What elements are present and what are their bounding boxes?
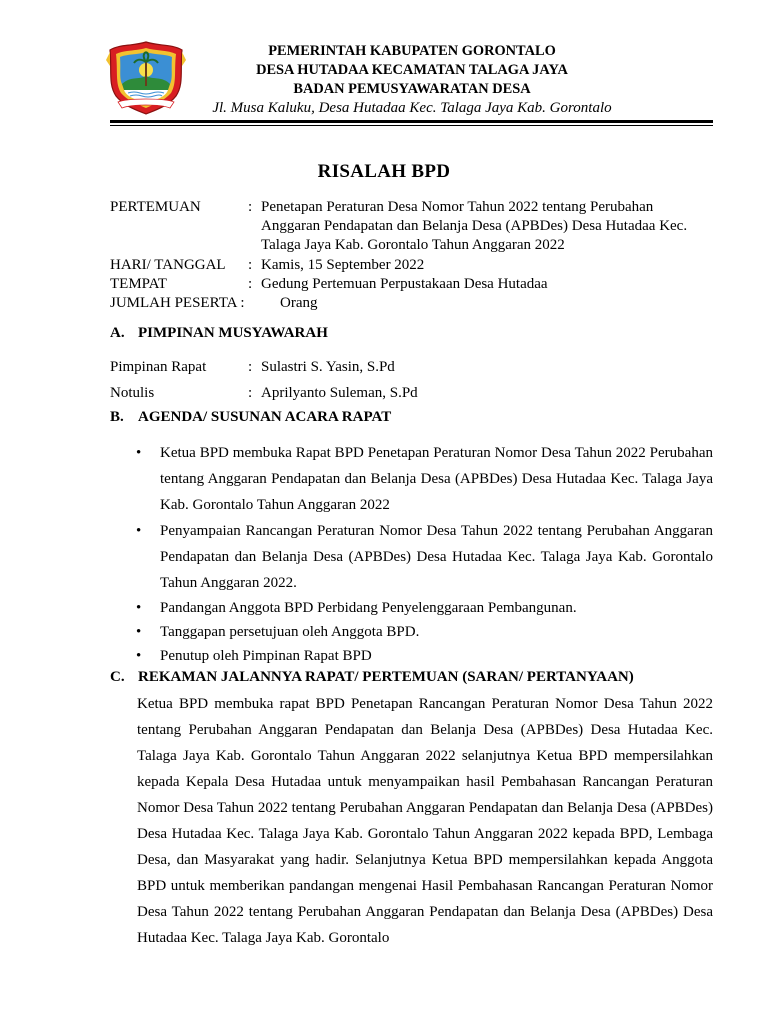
gov-name: PEMERINTAH KABUPATEN GORONTALO — [268, 43, 556, 59]
list-item — [136, 644, 713, 668]
colon: : — [248, 257, 253, 273]
hari-value: Kamis, 15 September 2022 — [261, 257, 425, 273]
colon: : — [248, 359, 253, 375]
list-item — [136, 620, 713, 644]
pimpinan-label: Pimpinan Rapat — [110, 359, 207, 375]
agenda-item-text: Penyampaian Rancangan Peraturan Nomor Desa Tahun 2022 tentang Perubahan Anggaran Pendapatan dan Belanja Desa (APBDes) Desa Hutadaa Kec. Talaga Jaya Kab. Gorontalo Tahun Anggaran 2022. — [160, 523, 713, 591]
colon: : — [248, 199, 253, 215]
letterhead — [0, 0, 768, 130]
colon: : — [248, 385, 253, 401]
notulis-label: Notulis — [110, 385, 155, 401]
notulis-value: Aprilyanto Suleman, S.Pd — [261, 385, 418, 401]
list-item — [136, 440, 713, 518]
pertemuan-label: PERTEMUAN — [110, 199, 201, 215]
document-title: RISALAH BPD — [317, 161, 451, 182]
section-c-heading — [110, 669, 634, 686]
section-b-title: AGENDA/ SUSUNAN ACARA RAPAT — [138, 409, 392, 425]
bullet-icon: • — [136, 624, 142, 640]
section-c-number: C. — [110, 669, 125, 685]
info-pertemuan — [110, 198, 710, 255]
meeting-record-text: Ketua BPD membuka rapat BPD Penetapan Rancangan Peraturan Nomor Desa Tahun 2022 tentang Perubahan Anggaran Pendapatan dan Belanja Desa (APBDes) Desa Hutadaa Kec. Talaga Jaya Kab. Gorontalo Tahun Anggaran 2022 selanjutnya Ketua BPD mempersilahkan kepada Kepala Desa Hutadaa untuk menyampaikan hasil Pembahasan Rancangan Peraturan Nomor Desa Tahun 2022 tentang Perubahan Anggaran Pendapatan dan Belanja Desa (APBDes) Desa Hutadaa Kec. Talaga Jaya Kab. Gorontalo Tahun Anggaran 2022 kepada BPD, Lembaga Desa, dan Masyarakat yang hadir. Selanjutnya Ketua BPD mempersilahkan kepada Anggota BPD untuk memberikan pandangan mengenai Hasil Pembahasan Rancangan Peraturan Nomor Desa Tahun 2022 tentang Perubahan Anggaran Pendapatan dan Belanja Desa (APBDes) Desa Hutadaa Kec. Talaga Jaya Kab. Gorontalo — [137, 696, 713, 946]
colon: : — [248, 276, 253, 292]
letterhead-text — [200, 42, 624, 118]
section-b-number: B. — [110, 409, 124, 425]
pimpinan-row — [110, 359, 710, 376]
agenda-item-text: Ketua BPD membuka Rapat BPD Penetapan Peraturan Nomor Desa Tahun 2022 Perubahan tentang Anggaran Pendapatan dan Belanja Desa (APBDes) Desa Hutadaa Kec. Talaga Jaya Kab. Gorontalo Tahun Anggaran 2022 — [160, 445, 713, 513]
tempat-value: Gedung Pertemuan Perpustakaan Desa Hutadaa — [261, 276, 548, 292]
section-a-number: A. — [110, 325, 125, 341]
list-item — [136, 518, 713, 596]
bullet-icon: • — [136, 648, 142, 664]
section-a-title: PIMPINAN MUSYAWARAH — [138, 325, 328, 341]
list-item — [136, 596, 713, 620]
info-tempat — [110, 275, 710, 294]
header-rule-thick — [110, 120, 713, 123]
section-c-title: REKAMAN JALANNYA RAPAT/ PERTEMUAN (SARAN/ PERTANYAAN) — [138, 669, 634, 685]
agenda-list — [136, 440, 713, 668]
pertemuan-value: Penetapan Peraturan Desa Nomor Tahun 2022 tentang Perubahan Anggaran Pendapatan dan Belanja Desa (APBDes) Desa Hutadaa Kec. Talaga Jaya Kab. Gorontalo Tahun Anggaran 2022 — [261, 199, 688, 253]
section-a-heading — [110, 325, 328, 342]
address: Jl. Musa Kaluku, Desa Hutadaa Kec. Talaga Jaya Kab. Gorontalo — [212, 100, 612, 116]
bullet-icon: • — [136, 600, 142, 616]
village-name: DESA HUTADAA KECAMATAN TALAGA JAYA — [256, 62, 568, 78]
tempat-label: TEMPAT — [110, 276, 167, 292]
jumlah-label: JUMLAH PESERTA : — [110, 295, 245, 311]
bullet-icon: • — [136, 445, 142, 461]
hari-label: HARI/ TANGGAL — [110, 257, 226, 273]
agenda-item-text: Pandangan Anggota BPD Perbidang Penyelenggaraan Pembangunan. — [160, 600, 577, 616]
regency-crest-icon — [104, 40, 188, 116]
info-jumlah — [110, 294, 710, 313]
bullet-icon: • — [136, 523, 142, 539]
agenda-item-text: Penutup oleh Pimpinan Rapat BPD — [160, 648, 372, 664]
agency-name: BADAN PEMUSYAWARATAN DESA — [293, 81, 531, 97]
header-rule-thin — [110, 125, 713, 126]
agenda-item-text: Tanggapan persetujuan oleh Anggota BPD. — [160, 624, 420, 640]
section-b-heading — [110, 409, 391, 426]
jumlah-value: Orang — [280, 295, 318, 311]
pimpinan-value: Sulastri S. Yasin, S.Pd — [261, 359, 395, 375]
info-hari — [110, 256, 710, 275]
notulis-row — [110, 385, 710, 402]
